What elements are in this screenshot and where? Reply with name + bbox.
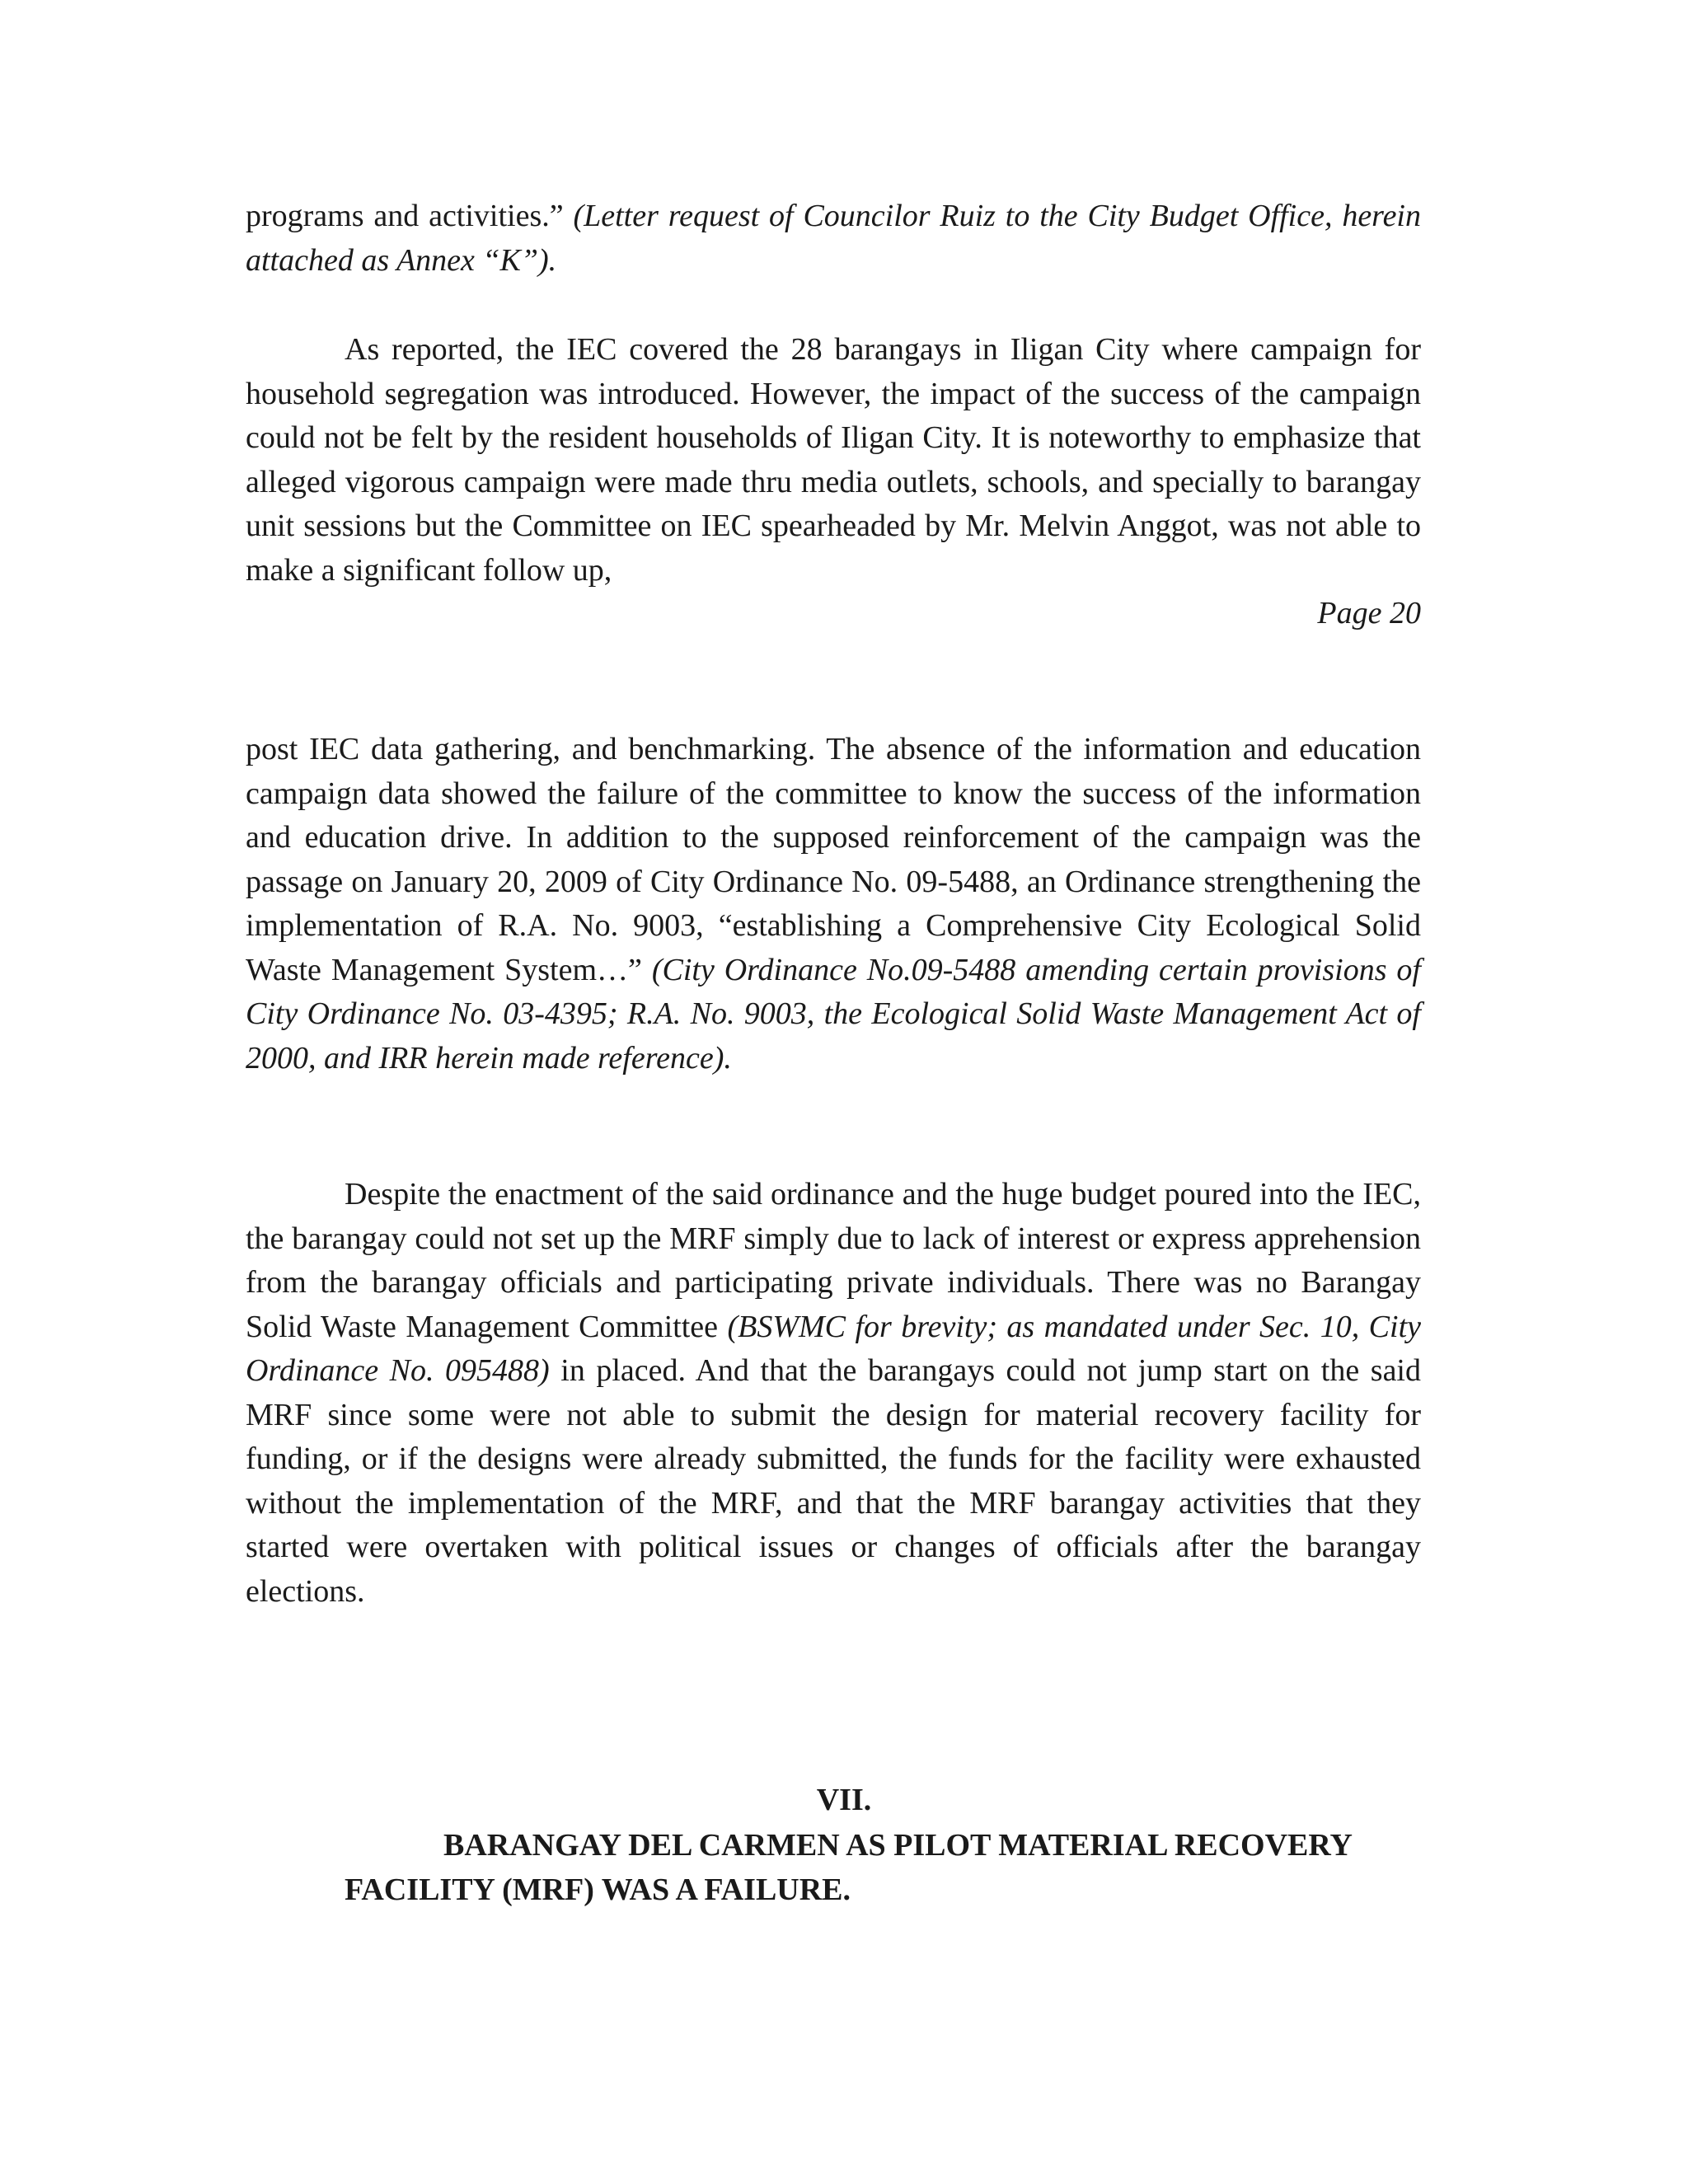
paragraph-text — [246, 728, 1421, 1080]
paragraph-ordinance — [246, 728, 1421, 1080]
paragraph-despite-enactment — [246, 1173, 1421, 1614]
citation-text: (Letter request of Councilor Ruiz to the City Budget Office, herein attached as Annex “K”). — [246, 199, 1421, 278]
page-number: Page 20 — [1317, 596, 1421, 630]
paragraph-plain-text: programs and activities.” — [246, 199, 574, 233]
paragraph-text — [246, 1173, 1421, 1614]
paragraph-text: As reported, the IEC covered the 28 barangays in Iligan City where campaign for household segregation was introduced. However, the impact of the success of the campaign could not be felt by the resident households of Iligan City. It is noteworthy to emphasize that alleged vigorous campaign were made thru media outlets, schools, and specially to barangay unit sessions but the Committee on IEC spearheaded by Mr. Melvin Anggot, was not able to make a significant follow up, — [246, 332, 1421, 588]
paragraph-text — [246, 194, 1421, 283]
section-heading — [345, 1823, 1353, 1912]
section-number: VII. — [816, 1783, 872, 1817]
section-heading-line: FACILITY (MRF) WAS A FAILURE. — [345, 1872, 851, 1907]
citation-text: (City Ordinance No.09-5488 amending certain provisions of City Ordinance No. 03-4395; R.A. No. 9003, the Ecological Solid Waste Management Act of 2000, and IRR herein made reference). — [246, 952, 1421, 1076]
paragraph-plain-text: in placed. And that the barangays could not jump start on the said MRF since some were not able to submit the design for material recovery facility for funding, or if the designs were already submitted, the funds for the facility were exhausted without the implementation of the MRF, and that the MRF barangay activities that they started were overtaken with political issues or changes of officials after the barangay elections. — [246, 1353, 1421, 1609]
citation-text: (BSWMC for brevity; as mandated under Sec. 10, City Ordinance No. 095488) — [246, 1309, 1422, 1388]
paragraph-iec-report — [246, 328, 1421, 593]
paragraph-annex-k — [246, 194, 1421, 283]
paragraph-plain-text: post IEC data gathering, and benchmarking. The absence of the information and education campaign data showed the failure of the committee to know the success of the information and education drive. In addition to the supposed reinforcement of the campaign was the passage on January 20, 2009 of City Ordinance No. 09-5488, an Ordinance strengthening the implementation of R.A. No. 9003, “establishing a Comprehensive City Ecological Solid Waste Management System…” — [246, 732, 1421, 987]
paragraph-plain-text: Despite the enactment of the said ordinance and the huge budget poured into the IEC, the barangay could not set up the MRF simply due to lack of interest or express apprehension from the barangay officials and participating private individuals. There was no Barangay Solid Waste Management Committee — [246, 1177, 1421, 1344]
section-heading-line: BARANGAY DEL CARMEN AS PILOT MATERIAL RECOVERY — [443, 1828, 1353, 1863]
